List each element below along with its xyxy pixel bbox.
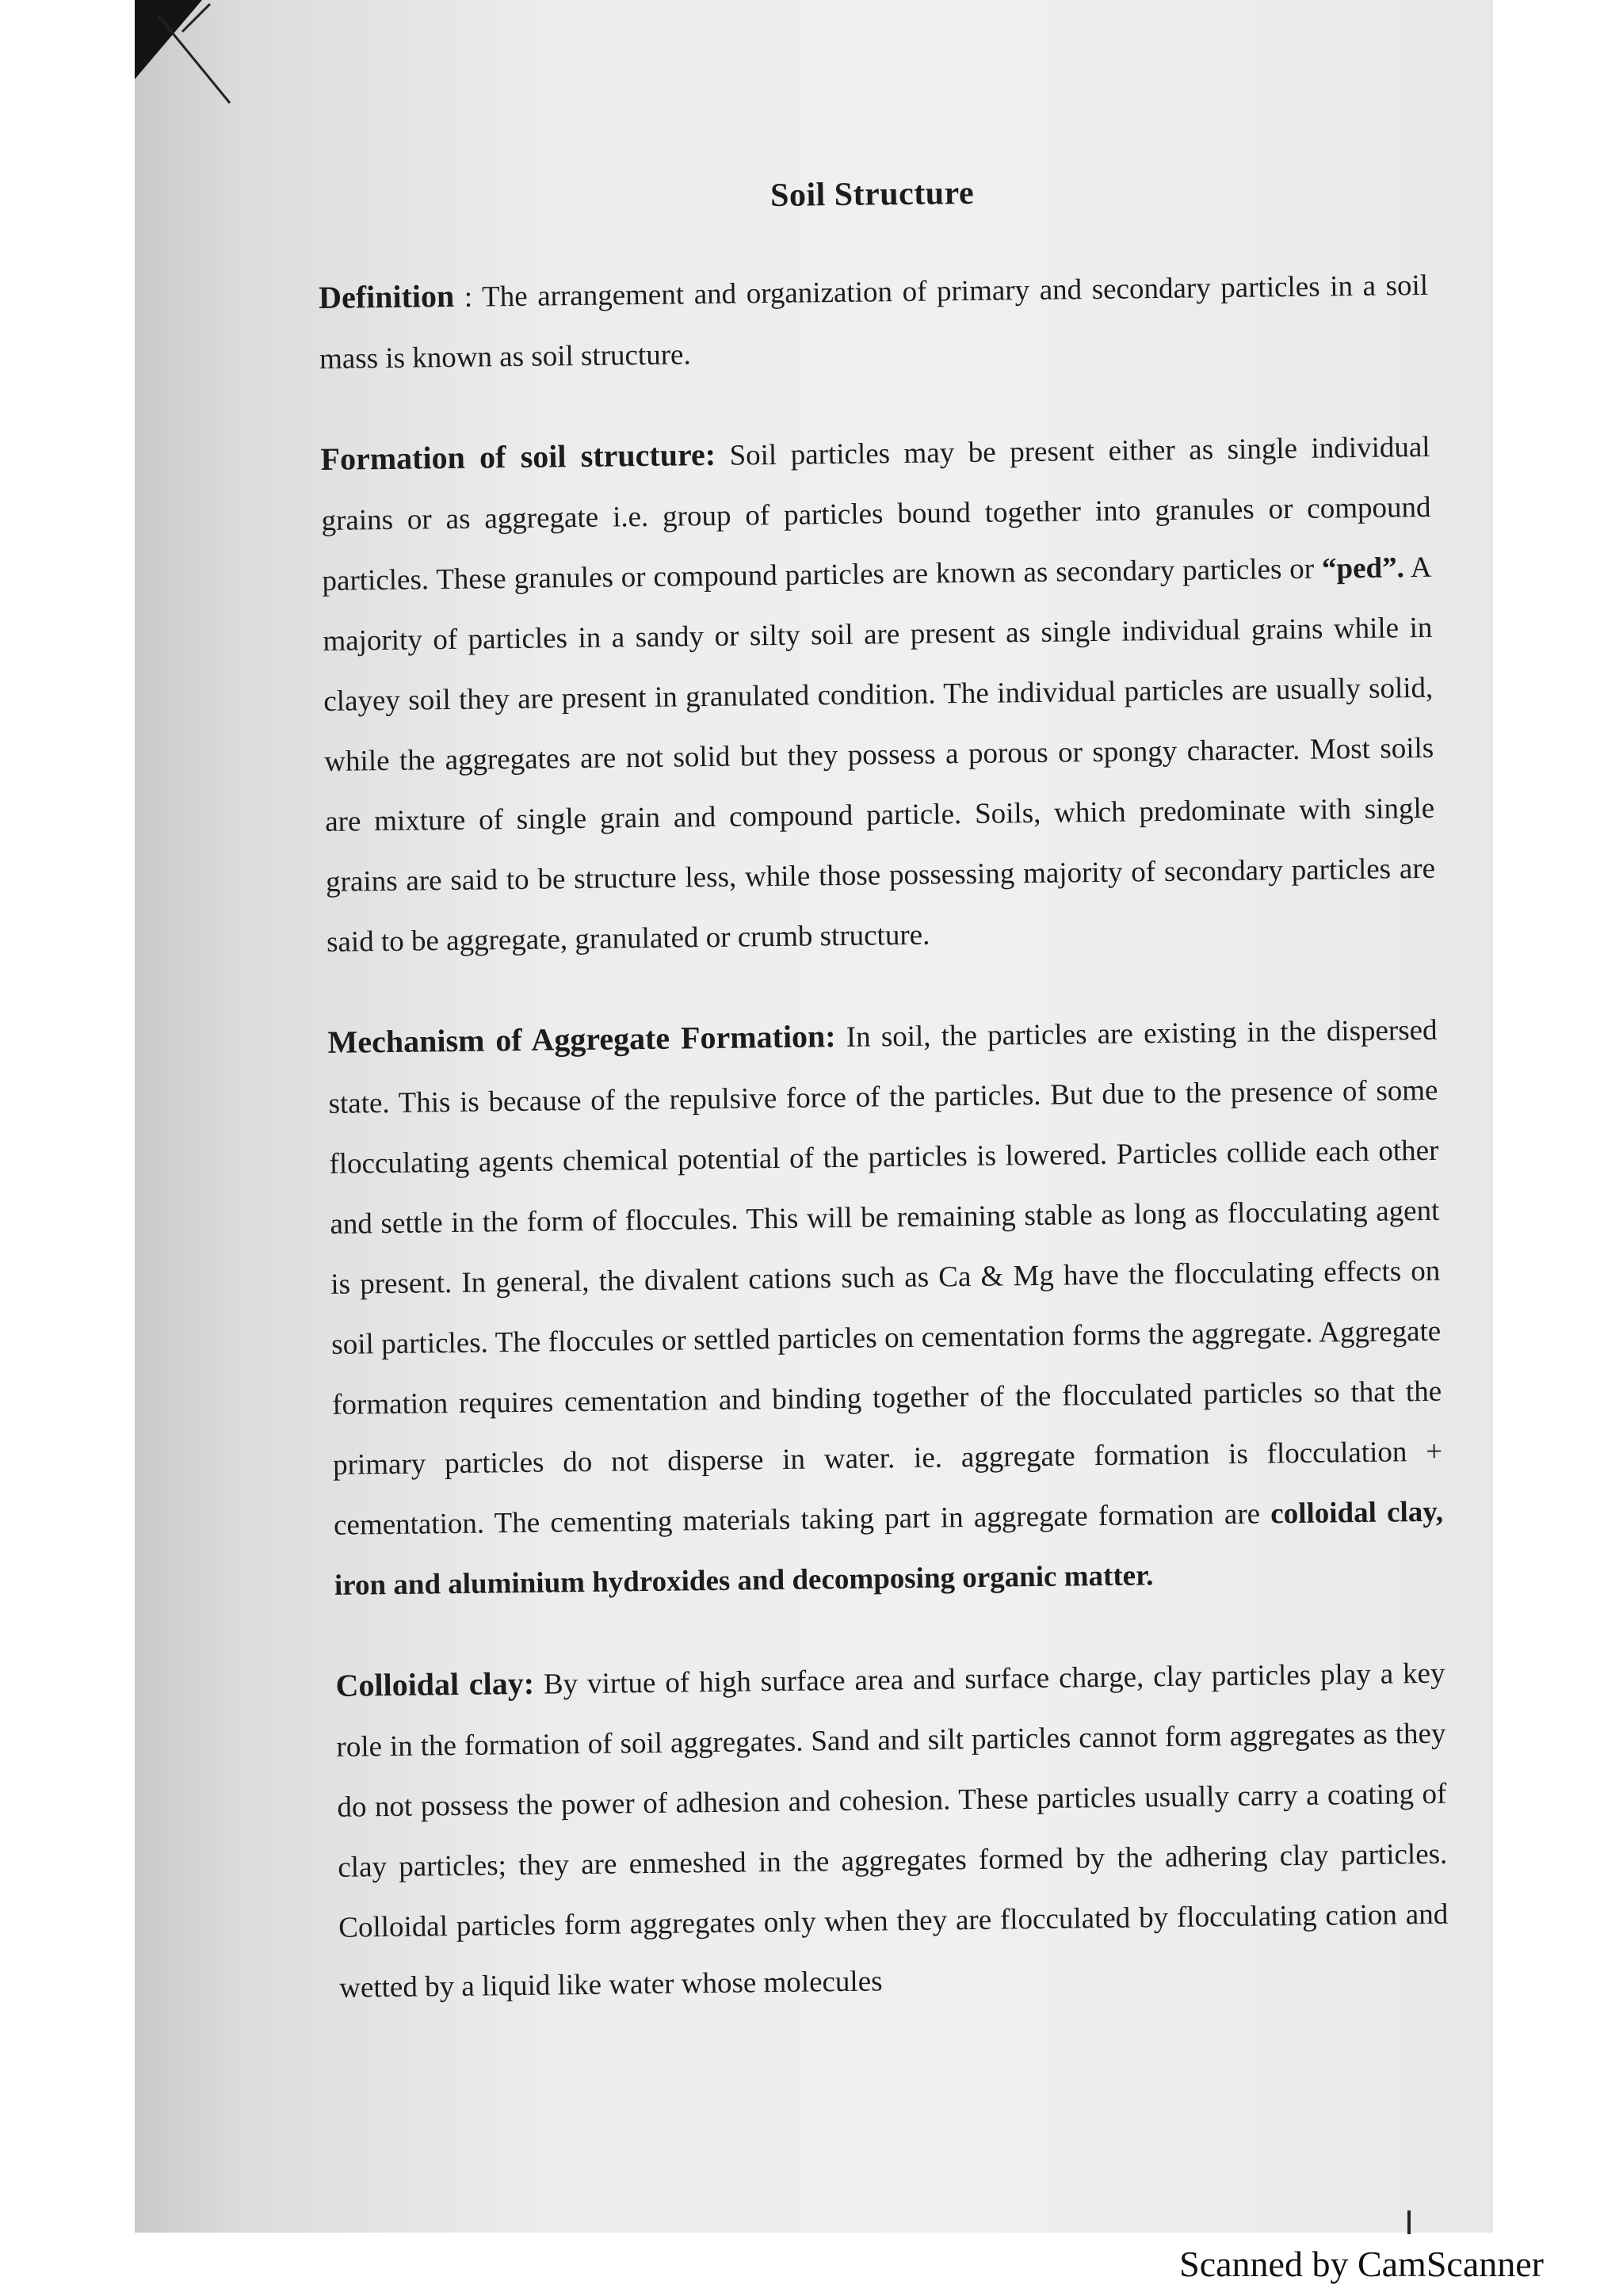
definition-heading: Definition <box>318 277 455 315</box>
document-body <box>317 145 1449 2058</box>
cementing-materials: colloidal clay, iron and aluminium hydroxides and decomposing organic matter. <box>334 1495 1444 1602</box>
pen-mark-icon <box>135 0 254 119</box>
scanner-watermark: Scanned by CamScanner <box>1179 2244 1544 2284</box>
formation-text-1: Soil particles may be present either as single individual grains or as aggregate i.e. group of particles bound together into granules or compound particles. These granules or compound particles are known as secondary particles or <box>321 430 1431 597</box>
page-edge-mark <box>1407 2210 1411 2234</box>
formation-paragraph <box>320 416 1436 973</box>
mechanism-paragraph <box>327 999 1444 1616</box>
formation-text-2: A majority of particles in a sandy or silty soil are present as single individual grains while in clayey soil they are present in granulated condition. The individual particles are usually solid, while the aggregates are not solid but they possess a porous or spongy character. Most soils are mixture of single grain and compound particle. Soils, which predominate with single grains are said to be structure less, while those possessing majority of secondary particles are said to be aggregate, granulated or crumb structure. <box>323 551 1436 959</box>
formation-heading: Formation of soil structure: <box>320 436 716 477</box>
definition-text: : The arrangement and organization of primary and secondary particles in a soil mass is known as soil structure. <box>319 269 1429 376</box>
mechanism-heading: Mechanism of Aggregate Formation: <box>327 1018 836 1060</box>
mechanism-text: In soil, the particles are existing in the dispersed state. This is because of the repulsive force of the particles. But due to the presence of some flocculating agents chemical potential of the particles is lowered. Particles collide each other and settle in the form of floccules. This will be remaining stable as long as flocculating agent is present. In general, the divalent cations such as Ca & Mg have the flocculating effects on soil particles. The floccules or settled particles on cementation forms the aggregate. Aggregate formation requires cementation and binding together of the flocculated particles so that the primary particles do not disperse in water. ie. aggregate formation is flocculation + cementation. The cementing materials taking part in aggregate formation are <box>328 1013 1443 1542</box>
ped-term: “ped”. <box>1321 551 1405 585</box>
colloidal-clay-heading: Colloidal clay: <box>335 1665 535 1703</box>
colloidal-clay-paragraph <box>335 1642 1449 2019</box>
definition-paragraph <box>319 254 1430 390</box>
colloidal-clay-text: By virtue of high surface area and surface charge, clay particles play a key role in the formation of soil aggregates. Sand and silt particles cannot form aggregates as they do not possess the power of adhesion and cohesion. These particles usually carry a coating of clay particles; they are enmeshed in the aggregates formed by the adhering clay particles. Colloidal particles form aggregates only when they are flocculated by flocculating cation and wetted by a liquid like water whose molecules <box>336 1657 1449 2004</box>
page-title: Soil Structure <box>769 174 975 215</box>
